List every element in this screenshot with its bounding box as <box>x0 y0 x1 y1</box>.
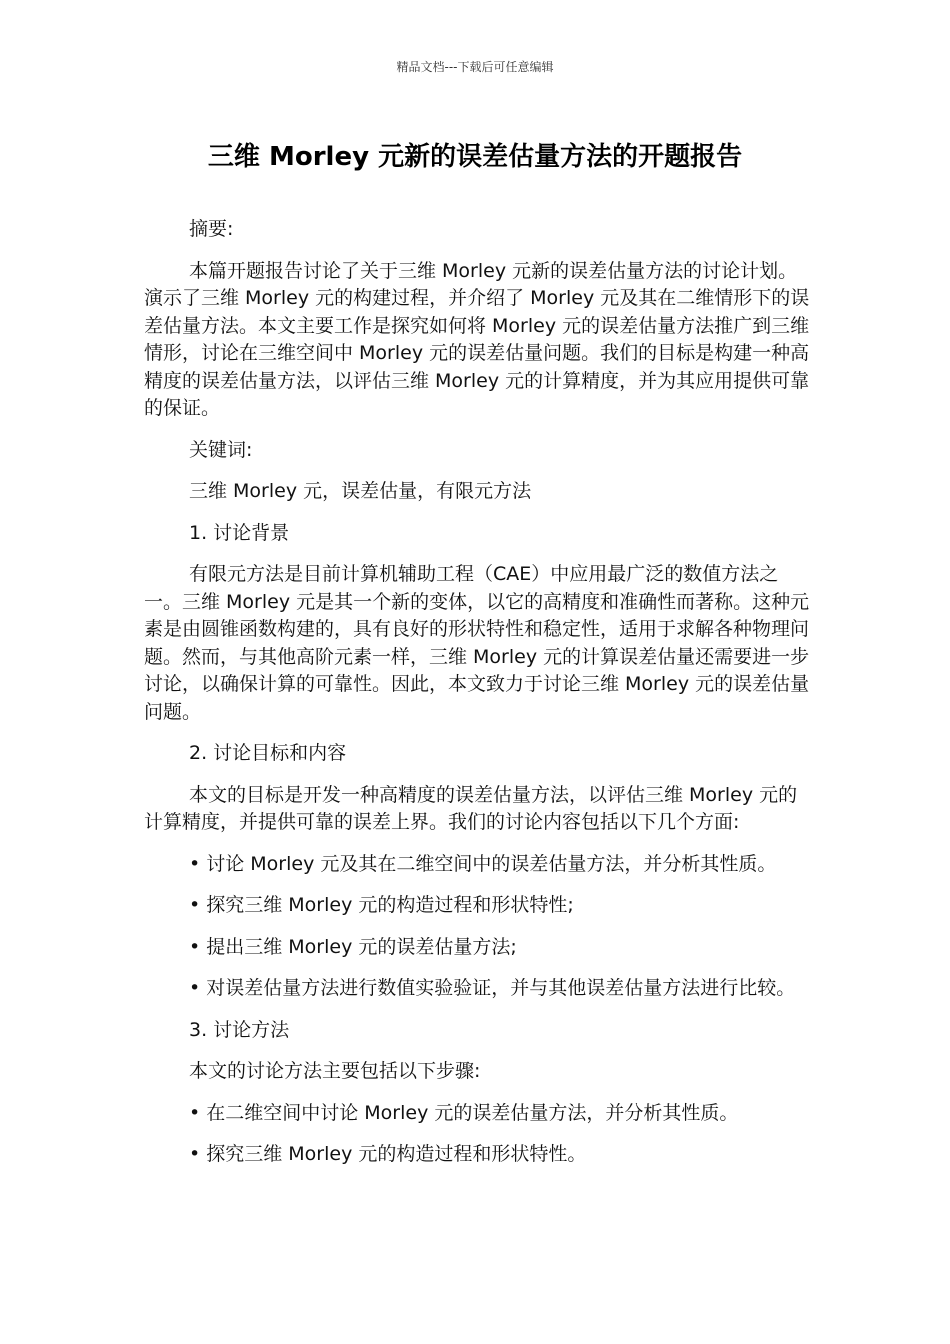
page-header: 精品文档---下载后可任意编辑 <box>396 60 554 74</box>
bullet-item: • 探究三维 Morley 元的构造过程和形状特性; <box>189 894 574 916</box>
document-body <box>144 216 814 1183</box>
bullet-item: • 对误差估量方法进行数值实验验证，并与其他误差估量方法进行比较。 <box>189 977 796 999</box>
section-heading: 3. 讨论方法 <box>189 1018 290 1041</box>
bullet-item: • 探究三维 Morley 元的构造过程和形状特性。 <box>189 1143 587 1165</box>
section-heading: 1. 讨论背景 <box>189 521 290 544</box>
section-paragraph: 本文的讨论方法主要包括以下步骤: <box>189 1060 481 1082</box>
bullet-item: • 在二维空间中讨论 Morley 元的误差估量方法，并分析其性质。 <box>189 1101 739 1124</box>
abstract-label: 摘要: <box>189 218 234 240</box>
document-title: 三维 Morley 元新的误差估量方法的开题报告 <box>207 142 743 172</box>
section-heading: 2. 讨论目标和内容 <box>189 742 347 764</box>
bullet-item: • 讨论 Morley 元及其在二维空间中的误差估量方法，并分析其性质。 <box>189 852 777 875</box>
abstract-paragraph: 本篇开题报告讨论了关于三维 Morley 元新的误差估量方法的讨论计划。演示了三维 Morley 元的构建过程，并介绍了 Morley 元及其在二维情形下的误差估量方法。本文主要工作是探究如何将 Morley 元的误差估量方法推广到三维情形，讨论在三维空间中 Morley 元的误差估量问题。我们的目标是构建一种高精度的误差估量方法，以评估三维 Morley 元的计算精度，并为其应用提供可靠的保证。 <box>144 259 810 419</box>
bullet-item: • 提出三维 Morley 元的误差估量方法; <box>189 935 517 958</box>
keywords-paragraph: 三维 Morley 元，误差估量，有限元方法 <box>189 480 532 502</box>
section-paragraph: 本文的目标是开发一种高精度的误差估量方法，以评估三维 Morley 元的计算精度，并提供可靠的误差上界。我们的讨论内容包括以下几个方面: <box>144 783 798 833</box>
section-paragraph: 有限元方法是目前计算机辅助工程（CAE）中应用最广泛的数值方法之一。三维 Morley 元是其一个新的变体，以它的高精度和准确性而著称。这种元素是由圆锥函数构建的，具有良好的形状特性和稳定性，适用于求解各种物理问题。然而，与其他高阶元素一样，三维 Morley 元的计算误差估量还需要进一步讨论，以确保计算的可靠性。因此，本文致力于讨论三维 Morley 元的误差估量问题。 <box>144 563 810 723</box>
keywords-label: 关键词: <box>189 438 253 461</box>
